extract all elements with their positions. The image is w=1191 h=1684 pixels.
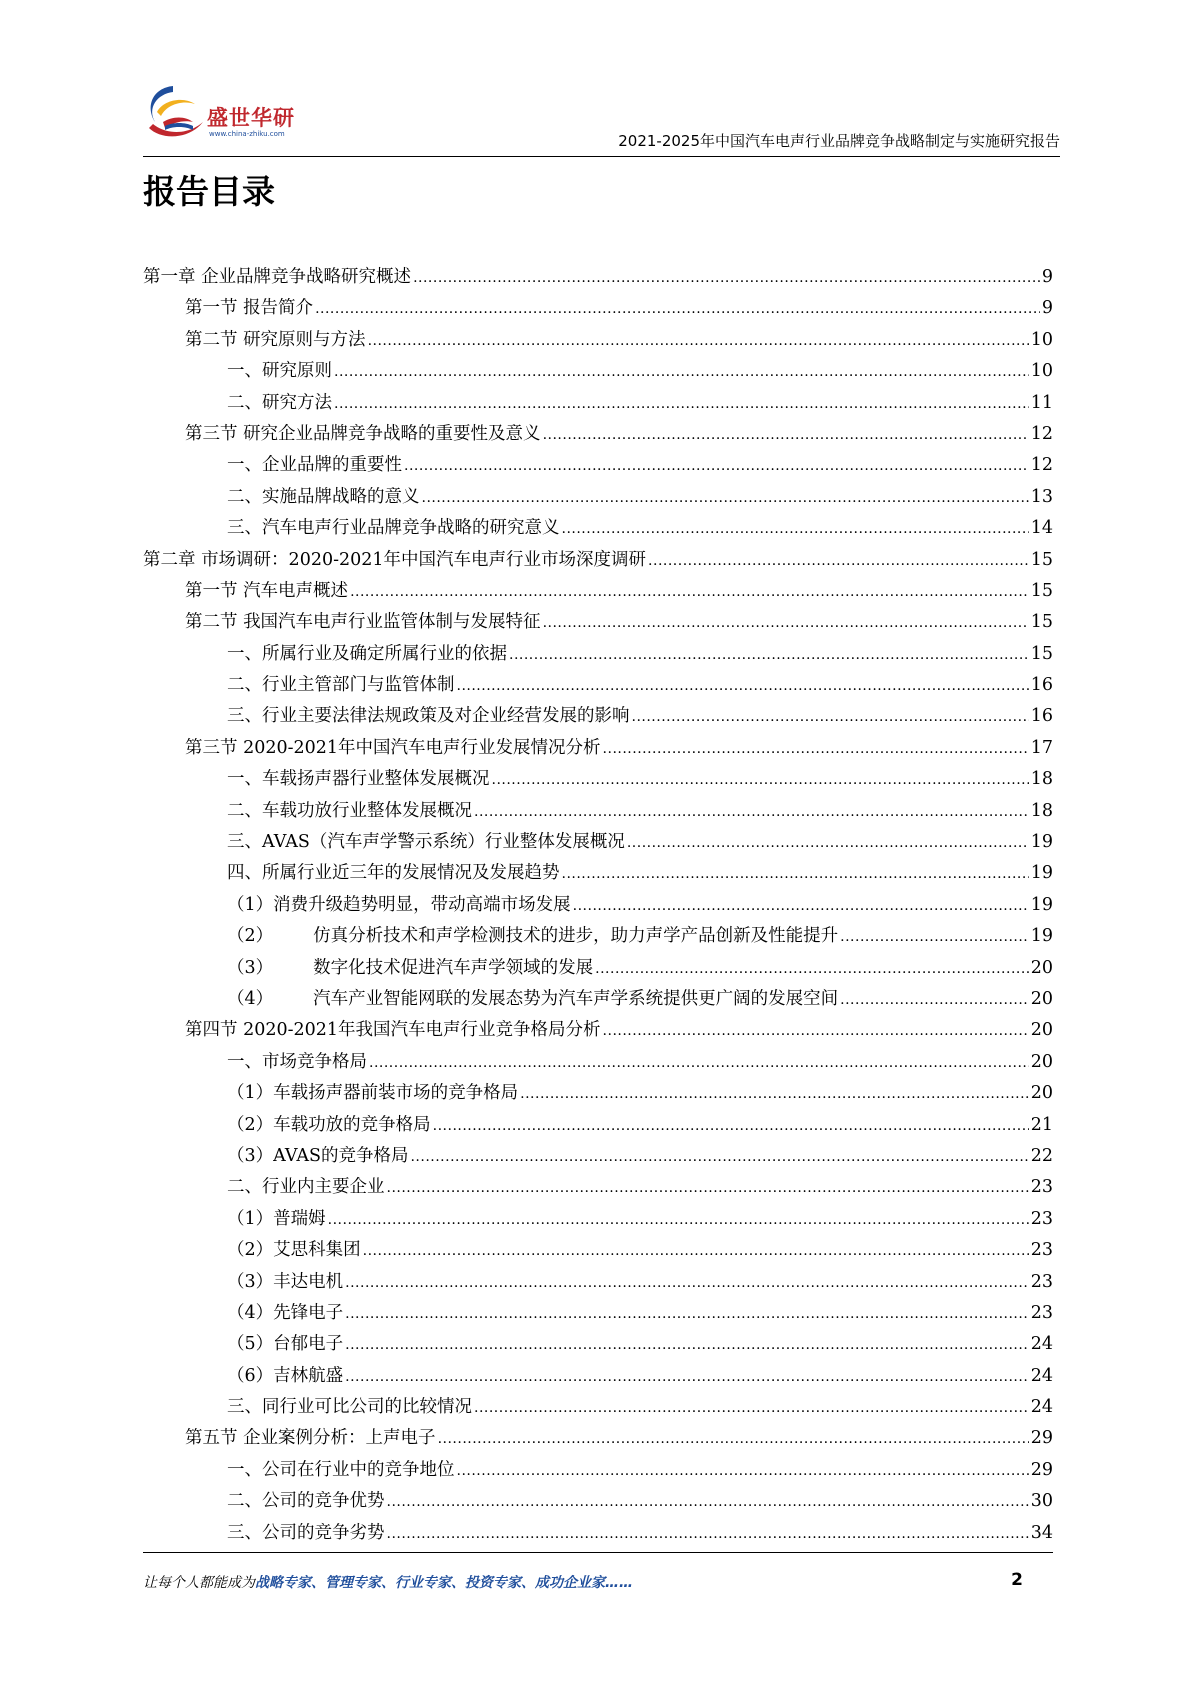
toc-page-number: 16 <box>1030 706 1053 727</box>
toc-page-number: 12 <box>1030 455 1053 476</box>
slogan-highlight: 战略专家、管理专家、行业专家、投资专家、成功企业家…… <box>255 1575 633 1591</box>
toc-dot-leader <box>315 294 1040 325</box>
toc-dot-leader <box>387 1487 1029 1518</box>
toc-entry-label: 三、AVAS（汽车声学警示系统）行业整体发展概况 <box>227 832 625 853</box>
toc-dot-leader <box>632 702 1029 733</box>
toc-page-number: 9 <box>1041 267 1053 287</box>
logo-swirl-icon <box>143 82 209 142</box>
toc-entry[interactable] <box>143 1361 1053 1392</box>
toc-entry[interactable] <box>143 513 1053 544</box>
toc-page-number: 17 <box>1030 737 1053 758</box>
toc-page-number: 23 <box>1030 1208 1053 1229</box>
toc-entry-label: 一、研究原则 <box>227 361 332 382</box>
toc-page-number: 15 <box>1030 580 1053 601</box>
toc-entry[interactable] <box>143 921 1053 952</box>
toc-page-number: 19 <box>1030 863 1053 884</box>
toc-entry[interactable] <box>143 576 1053 607</box>
toc-entry-number: （4） <box>227 988 274 1009</box>
toc-dot-leader <box>474 797 1029 828</box>
toc-page-number: 29 <box>1030 1428 1053 1449</box>
toc-entry-label: 一、公司在行业中的竞争地位 <box>227 1459 455 1480</box>
toc-entry-label: 第二章 市场调研：2020-2021年中国汽车电声行业市场深度调研 <box>143 549 647 570</box>
toc-entry[interactable] <box>143 1172 1053 1203</box>
toc-entry-label: （5）台郁电子 <box>227 1334 344 1355</box>
toc-page-number: 15 <box>1030 549 1053 570</box>
toc-dot-leader <box>438 1424 1029 1455</box>
toc-entry-label <box>227 984 838 1015</box>
toc-entry[interactable] <box>143 827 1053 858</box>
toc-entry-number: （3） <box>227 957 274 978</box>
page-header <box>143 82 1060 156</box>
toc-dot-leader <box>345 1362 1029 1393</box>
toc-entry[interactable] <box>143 1204 1053 1235</box>
toc-entry-label: （1）车载扬声器前装市场的竞争格局 <box>227 1083 519 1104</box>
toc-entry[interactable] <box>143 984 1053 1015</box>
toc-dot-leader <box>603 1016 1029 1047</box>
toc-entry[interactable] <box>143 1110 1053 1141</box>
toc-entry-label: 第一节 汽车电声概述 <box>185 580 349 601</box>
toc-dot-leader <box>648 546 1029 577</box>
toc-page-number: 16 <box>1030 675 1053 696</box>
toc-entry[interactable] <box>143 1423 1053 1454</box>
toc-entry[interactable] <box>143 890 1053 921</box>
toc-entry-label: 第二节 研究原则与方法 <box>185 329 366 350</box>
toc-entry-label: 第二节 我国汽车电声行业监管体制与发展特征 <box>185 612 541 633</box>
toc-dot-leader <box>413 263 1040 294</box>
header-divider <box>143 156 1060 157</box>
toc-page-number: 20 <box>1030 988 1053 1009</box>
toc-entry-label: 二、车载功放行业整体发展概况 <box>227 800 472 821</box>
toc-page-number: 20 <box>1030 1051 1053 1072</box>
toc-page-number: 23 <box>1030 1177 1053 1198</box>
toc-entry-label: 第五节 企业案例分析：上声电子 <box>185 1428 436 1449</box>
footer-divider <box>143 1552 1053 1553</box>
toc-page-number: 24 <box>1030 1365 1053 1386</box>
toc-dot-leader <box>603 734 1029 765</box>
toc-dot-leader <box>627 828 1029 859</box>
toc-entry-label: （1）消费升级趋势明显，带动高端市场发展 <box>227 894 571 915</box>
toc-page-number: 23 <box>1030 1302 1053 1323</box>
toc-page-number: 20 <box>1030 957 1053 978</box>
toc-entry-number: （2） <box>227 926 274 947</box>
toc-entry[interactable] <box>143 1486 1053 1517</box>
toc-entry[interactable] <box>143 670 1053 701</box>
toc-entry-title: 仿真分析技术和声学检测技术的进步，助力声学产品创新及性能提升 <box>313 926 839 947</box>
toc-page-number: 15 <box>1030 643 1053 664</box>
toc-entry-label: 第一章 企业品牌竞争战略研究概述 <box>143 267 412 287</box>
toc-entry-label: 第一节 报告简介 <box>185 298 314 319</box>
toc-entry[interactable] <box>143 1298 1053 1329</box>
toc-dot-leader <box>328 1205 1029 1236</box>
report-title: 2021-2025年中国汽车电声行业品牌竞争战略制定与实施研究报告 <box>618 132 1060 150</box>
toc-page-number: 34 <box>1030 1522 1053 1543</box>
toc-page-number: 15 <box>1030 612 1053 633</box>
toc-entry-label: 一、所属行业及确定所属行业的依据 <box>227 643 507 664</box>
toc-page-number: 21 <box>1030 1114 1053 1135</box>
toc-dot-leader <box>422 483 1029 514</box>
toc-entry[interactable] <box>143 639 1053 670</box>
toc-entry-label: 第四节 2020-2021年我国汽车电声行业竞争格局分析 <box>185 1020 601 1041</box>
toc-entry-label: 四、所属行业近三年的发展情况及发展趋势 <box>227 863 560 884</box>
toc-entry[interactable] <box>143 1267 1053 1298</box>
toc-entry[interactable] <box>143 1455 1053 1486</box>
toc-entry[interactable] <box>143 1329 1053 1360</box>
toc-entry-title: 汽车产业智能网联的发展态势为汽车声学系统提供更广阔的发展空间 <box>313 988 839 1009</box>
toc-entry-label: 二、公司的竞争优势 <box>227 1491 385 1512</box>
toc-entry-label: （2）车载功放的竞争格局 <box>227 1114 431 1135</box>
toc-dot-leader <box>562 859 1029 890</box>
toc-dot-leader <box>573 891 1029 922</box>
toc-entry-label: （6）吉林航盛 <box>227 1365 344 1386</box>
toc-entry[interactable] <box>143 419 1053 450</box>
toc-entry[interactable] <box>143 1235 1053 1266</box>
toc-entry-label: 二、研究方法 <box>227 392 332 413</box>
toc-page-number: 18 <box>1030 800 1053 821</box>
toc-page-number: 29 <box>1030 1459 1053 1480</box>
page-heading: 报告目录 <box>143 172 275 211</box>
toc-entry-label: （3）丰达电机 <box>227 1271 344 1292</box>
toc-entry[interactable] <box>143 325 1053 356</box>
toc-entry[interactable] <box>143 545 1053 576</box>
toc-dot-leader <box>350 577 1029 608</box>
toc-dot-leader <box>543 420 1029 451</box>
toc-entry-label: 二、行业内主要企业 <box>227 1177 385 1198</box>
toc-entry[interactable] <box>143 796 1053 827</box>
toc-dot-leader <box>474 1393 1029 1424</box>
toc-dot-leader <box>457 1456 1029 1487</box>
toc-dot-leader <box>509 640 1029 671</box>
logo-url: www.china-zhiku.com <box>209 130 285 138</box>
toc-entry[interactable] <box>143 607 1053 638</box>
toc-dot-leader <box>595 954 1029 985</box>
toc-entry[interactable] <box>143 1078 1053 1109</box>
toc-dot-leader <box>387 1173 1029 1204</box>
toc-dot-leader <box>334 357 1029 388</box>
toc-dot-leader <box>345 1268 1029 1299</box>
toc-entry[interactable] <box>143 482 1053 513</box>
toc-entry[interactable] <box>143 450 1053 481</box>
toc-entry[interactable] <box>143 701 1053 732</box>
toc-entry[interactable] <box>143 388 1053 419</box>
toc-entry-label: 三、汽车电声行业品牌竞争战略的研究意义 <box>227 518 560 539</box>
toc-page-number: 20 <box>1030 1083 1053 1104</box>
toc-page-number: 22 <box>1030 1145 1053 1166</box>
toc-dot-leader <box>387 1519 1029 1550</box>
toc-page-number: 12 <box>1030 423 1053 444</box>
footer-slogan <box>143 1572 633 1592</box>
toc-entry[interactable] <box>143 293 1053 324</box>
toc-entry-label: （1）普瑞姆 <box>227 1208 326 1229</box>
toc-entry-label: 一、企业品牌的重要性 <box>227 455 402 476</box>
toc-page-number: 24 <box>1030 1397 1053 1418</box>
toc-dot-leader <box>433 1111 1029 1142</box>
toc-page-number: 20 <box>1030 1020 1053 1041</box>
toc-page-number: 18 <box>1030 769 1053 790</box>
toc-page-number: 23 <box>1030 1240 1053 1261</box>
toc-page-number: 11 <box>1030 392 1053 413</box>
table-of-contents <box>143 262 1053 1549</box>
toc-entry-label: （3）AVAS的竞争格局 <box>227 1145 409 1166</box>
toc-page-number: 19 <box>1030 926 1053 947</box>
toc-entry[interactable] <box>143 764 1053 795</box>
toc-entry-label: 一、车载扬声器行业整体发展概况 <box>227 769 490 790</box>
toc-entry-label: 二、行业主管部门与监管体制 <box>227 675 455 696</box>
toc-entry-label: 三、同行业可比公司的比较情况 <box>227 1397 472 1418</box>
toc-page-number: 14 <box>1030 518 1053 539</box>
toc-entry-label: 一、市场竞争格局 <box>227 1051 367 1072</box>
toc-entry[interactable] <box>143 858 1053 889</box>
toc-dot-leader <box>543 608 1029 639</box>
toc-dot-leader <box>410 1142 1028 1173</box>
toc-entry[interactable] <box>143 733 1053 764</box>
toc-dot-leader <box>492 765 1029 796</box>
toc-dot-leader <box>562 514 1029 545</box>
toc-dot-leader <box>457 671 1029 702</box>
slogan-prefix: 让每个人都能成为 <box>143 1575 255 1591</box>
toc-entry-title: 数字化技术促进汽车声学领域的发展 <box>313 957 594 978</box>
toc-dot-leader <box>368 326 1029 357</box>
toc-page-number: 10 <box>1030 361 1053 382</box>
company-logo <box>143 82 313 148</box>
toc-entry[interactable] <box>143 1047 1053 1078</box>
toc-entry-label: 二、实施品牌战略的意义 <box>227 486 420 507</box>
logo-text: 盛世华研 <box>207 106 295 130</box>
toc-entry[interactable] <box>143 356 1053 387</box>
toc-page-number: 23 <box>1030 1271 1053 1292</box>
toc-entry-label: 第三节 2020-2021年中国汽车电声行业发展情况分析 <box>185 737 601 758</box>
toc-entry[interactable] <box>143 262 1053 293</box>
toc-dot-leader <box>334 389 1029 420</box>
toc-entry[interactable] <box>143 953 1053 984</box>
toc-page-number: 9 <box>1041 298 1053 319</box>
toc-page-number: 24 <box>1030 1334 1053 1355</box>
toc-entry[interactable] <box>143 1015 1053 1046</box>
toc-page-number: 13 <box>1030 486 1053 507</box>
page-number: 2 <box>1011 1570 1023 1590</box>
toc-entry-label: 三、公司的竞争劣势 <box>227 1522 385 1543</box>
toc-entry[interactable] <box>143 1141 1053 1172</box>
toc-page-number: 19 <box>1030 894 1053 915</box>
toc-entry[interactable] <box>143 1518 1053 1549</box>
toc-dot-leader <box>404 451 1029 482</box>
toc-dot-leader <box>345 1299 1029 1330</box>
toc-entry-label: 三、行业主要法律法规政策及对企业经营发展的影响 <box>227 706 630 727</box>
toc-dot-leader <box>840 922 1029 953</box>
toc-dot-leader <box>520 1079 1029 1110</box>
toc-entry-label <box>227 953 593 984</box>
toc-page-number: 10 <box>1030 329 1053 350</box>
toc-dot-leader <box>363 1236 1029 1267</box>
toc-dot-leader <box>369 1048 1029 1079</box>
toc-dot-leader <box>840 985 1029 1016</box>
toc-entry-label: 第三节 研究企业品牌竞争战略的重要性及意义 <box>185 423 541 444</box>
toc-entry-label <box>227 921 838 952</box>
toc-page-number: 30 <box>1030 1491 1053 1512</box>
toc-entry[interactable] <box>143 1392 1053 1423</box>
page-footer <box>143 1572 1053 1598</box>
toc-dot-leader <box>345 1330 1029 1361</box>
toc-page-number: 19 <box>1030 832 1053 853</box>
toc-entry-label: （2）艾思科集团 <box>227 1240 361 1261</box>
toc-entry-label: （4）先锋电子 <box>227 1302 344 1323</box>
